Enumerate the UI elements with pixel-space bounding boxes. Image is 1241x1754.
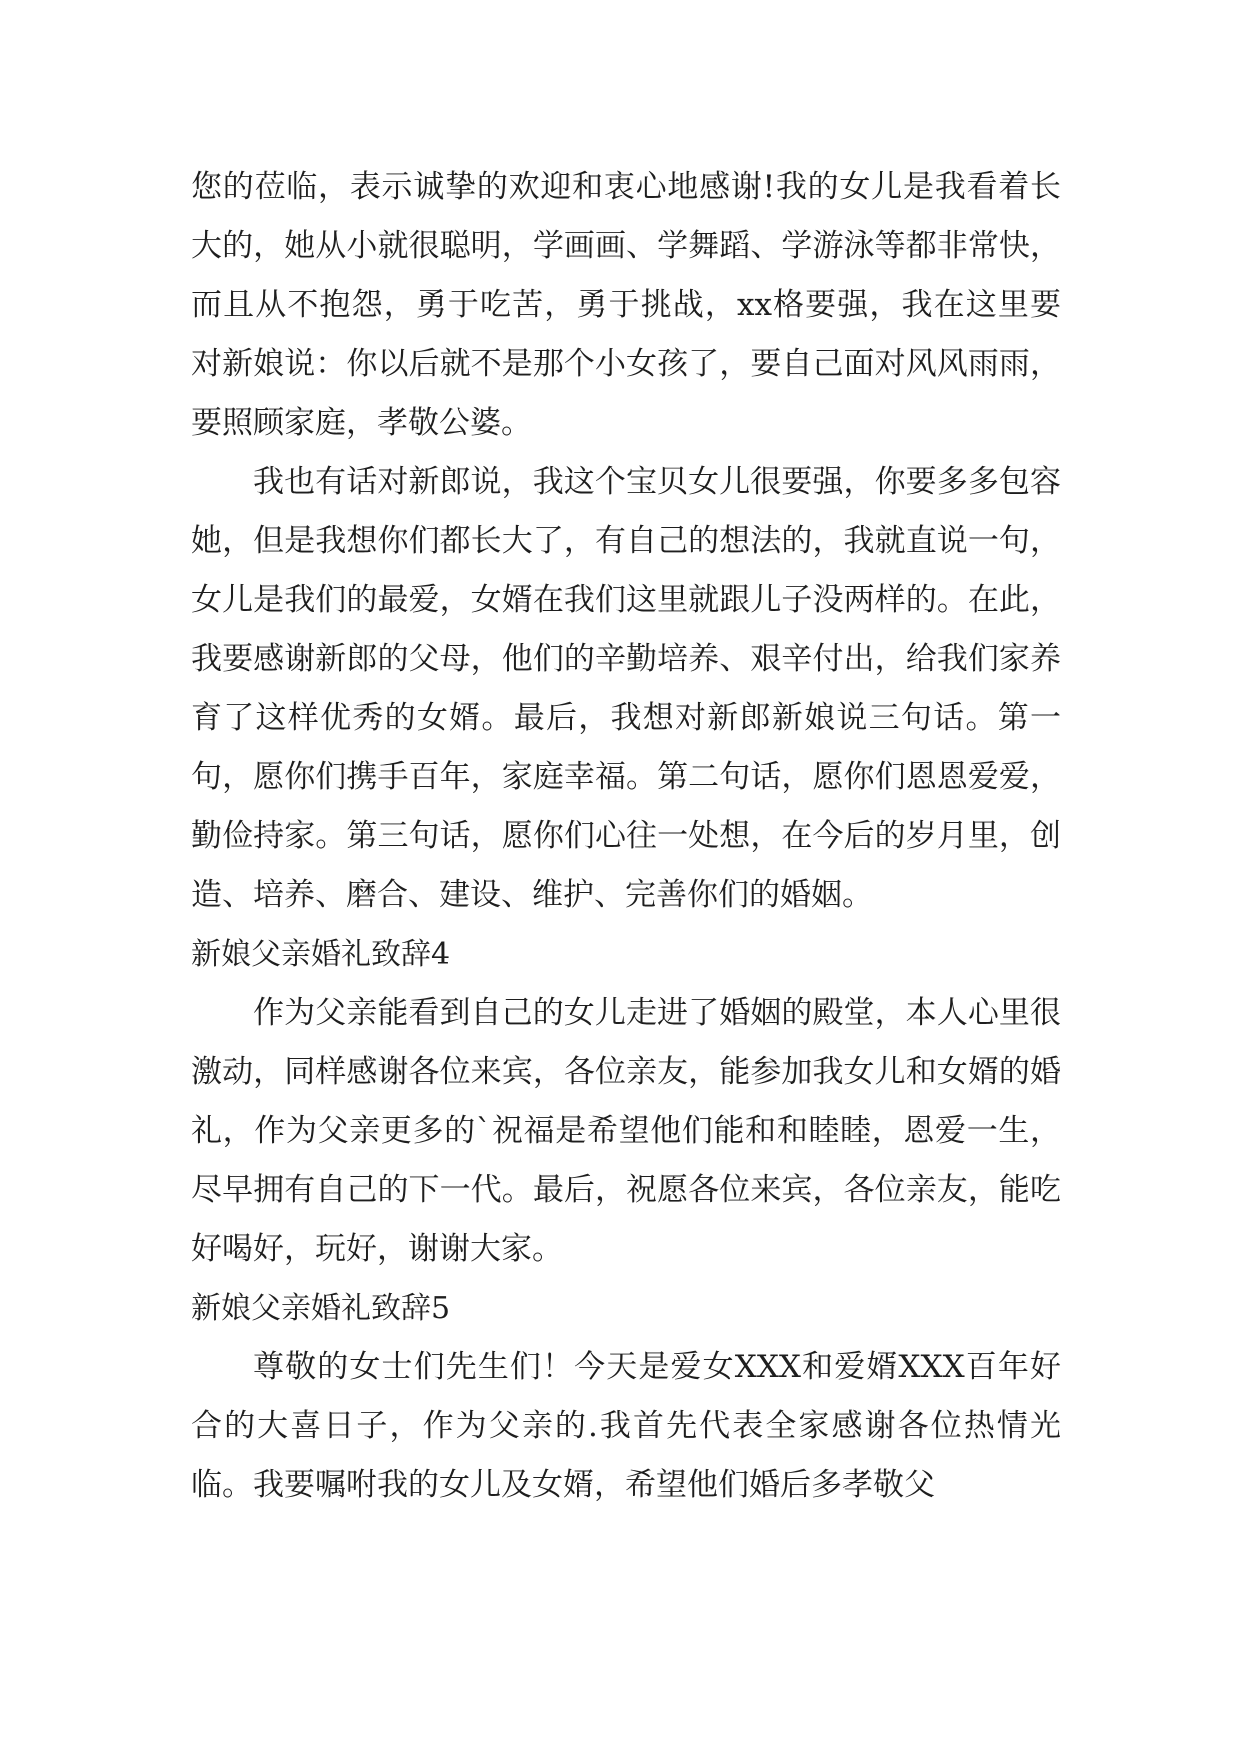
paragraph-to-groom: 我也有话对新郎说，我这个宝贝女儿很要强，你要多多包容她，但是我想你们都长大了，有自己的想法的，我就直说一句，女儿是我们的最爱，女婿在我们这里就跟儿子没两样的。在此，我要感谢新郎的父母，他们的辛勤培养、艰辛付出，给我们家养育了这样优秀的女婿。最后，我想对新郎新娘说三句话。第一句，愿你们携手百年，家庭幸福。第二句话，愿你们恩恩爱爱，勤俭持家。第三句话，愿你们心往一处想，在今后的岁月里，创造、培养、磨合、建设、维护、完善你们的婚姻。 [191, 464, 1061, 913]
paragraph-speech-5: 尊敬的女士们先生们！今天是爱女XXX和爱婿XXX百年好合的大喜日子，作为父亲的.我首先代表全家感谢各位热情光临。我要嘱咐我的女儿及女婿，希望他们婚后多孝敬父 [191, 1349, 1061, 1503]
document-body [191, 158, 1061, 1515]
paragraph-welcome: 您的莅临，表示诚挚的欢迎和衷心地感谢!我的女儿是我看着长大的，她从小就很聪明，学画画、学舞蹈、学游泳等都非常快，而且从不抱怨，勇于吃苦，勇于挑战，xx格要强，我在这里要对新娘说：你以后就不是那个小女孩了，要自己面对风风雨雨，要照顾家庭，孝敬公婆。 [191, 169, 1061, 441]
paragraph-speech-4: 作为父亲能看到自己的女儿走进了婚姻的殿堂，本人心里很激动，同样感谢各位来宾，各位亲友，能参加我女儿和女婿的婚礼，作为父亲更多的`祝福是希望他们能和和睦睦，恩爱一生，尽早拥有自己的下一代。最后，祝愿各位来宾，各位亲友，能吃好喝好，玩好，谢谢大家。 [191, 995, 1061, 1267]
section-heading-5: 新娘父亲婚礼致辞5 [191, 1291, 451, 1326]
section-heading-4: 新娘父亲婚礼致辞4 [191, 937, 451, 972]
